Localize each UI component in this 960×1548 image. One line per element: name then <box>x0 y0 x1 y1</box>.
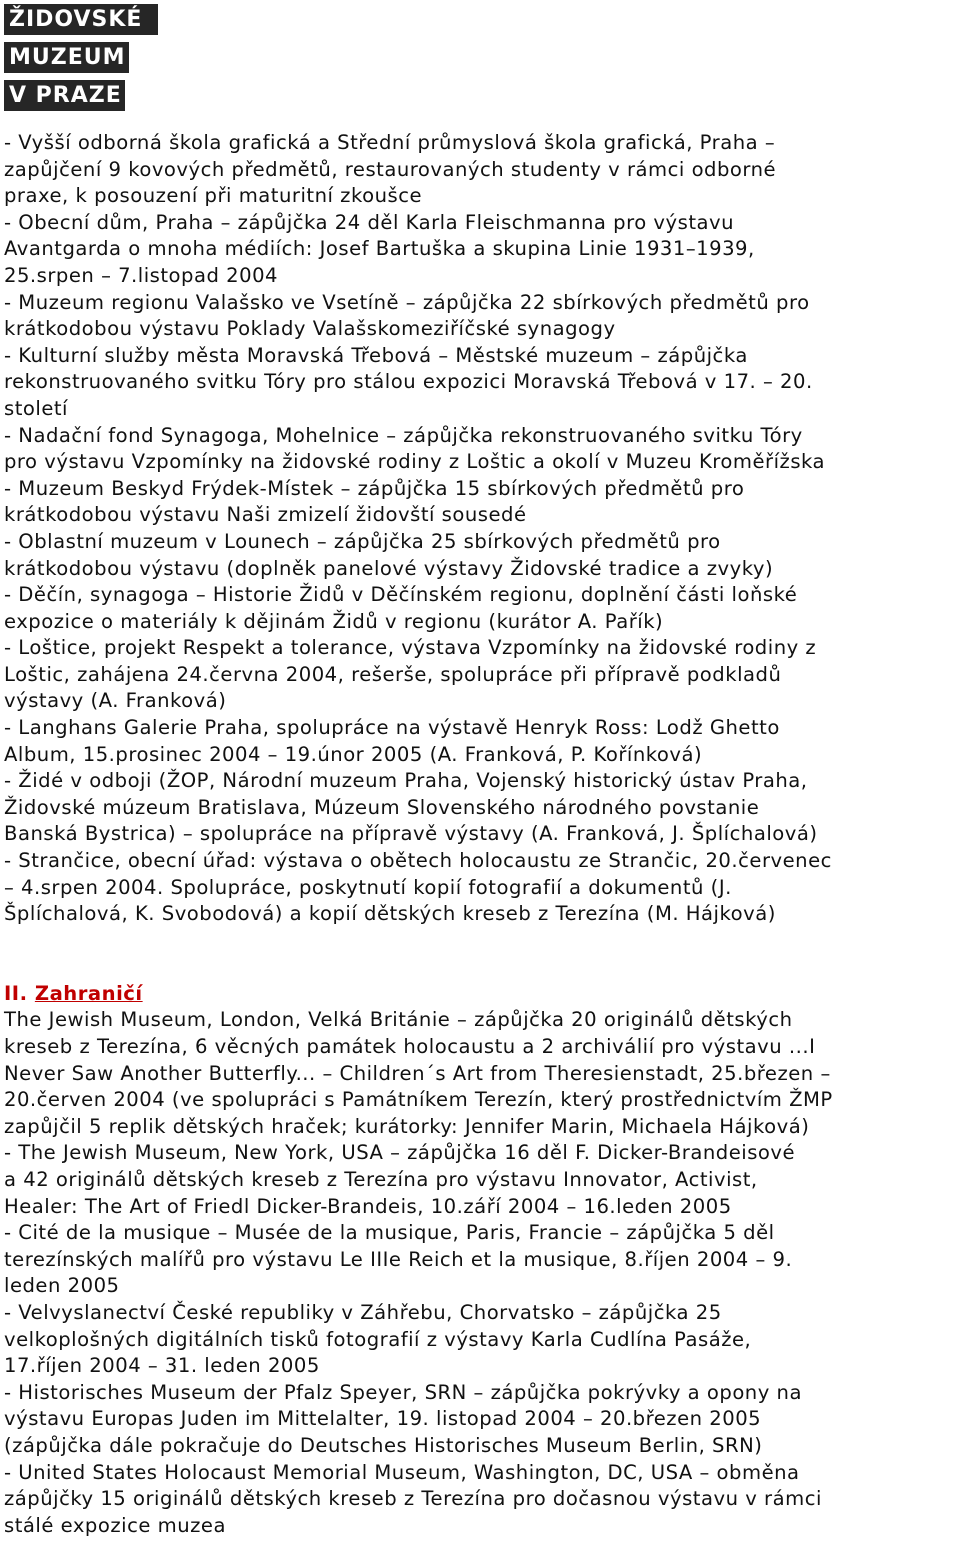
text-line: - Kulturní služby města Moravská Třebová – Městské muzeum – zápůjčka <box>4 343 748 367</box>
section-title: Zahraničí <box>34 981 143 1005</box>
text-line: výstavu Europas Juden im Mittelalter, 19. listopad 2004 – 20.březen 2005 <box>4 1407 762 1431</box>
text-line: zapůjčení 9 kovových předmětů, restaurovaných studenty v rámci odborné <box>4 157 777 181</box>
text-line: Loštic, zahájena 24.června 2004, rešerše, spolupráce při přípravě podkladů <box>4 662 782 686</box>
text-line: - Vyšší odborná škola grafická a Střední průmyslová škola grafická, Praha – <box>4 131 776 154</box>
text-line: - Velvyslanectví České republiky v Záhřebu, Chorvatsko – zápůjčka 25 <box>4 1300 722 1324</box>
text-line: – 4.srpen 2004. Spolupráce, poskytnutí kopií fotografií a dokumentů (J. <box>4 875 732 899</box>
section-gap <box>4 928 956 981</box>
text-line: výstavy (A. Franková) <box>4 689 227 713</box>
text-line: Healer: The Art of Friedl Dicker-Brandeis, 10.září 2004 – 16.leden 2005 <box>4 1194 732 1218</box>
text-line: - Židé v odboji (ŽOP, Národní muzeum Praha, Vojenský historický ústav Praha, <box>4 769 808 793</box>
text-line: Avantgarda o mnoha médiích: Josef Bartuška a skupina Linie 1931–1939, <box>4 237 755 261</box>
text-line: 20.červen 2004 (ve spolupráci s Památníkem Terezín, který prostřednictvím ŽMP <box>4 1088 833 1112</box>
text-line: 17.říjen 2004 – 31. leden 2005 <box>4 1354 320 1378</box>
text-line: krátkodobou výstavu Poklady Valašskomeziříčské synagogy <box>4 317 616 341</box>
text-line: krátkodobou výstavu (doplněk panelové výstavy Židovské tradice a zvyky) <box>4 556 774 580</box>
foreign-loans-list <box>4 1007 956 1539</box>
text-line: praxe, k posouzení při maturitní zkoušce <box>4 184 423 208</box>
text-line: rekonstruovaného svitku Tóry pro stálou expozici Moravská Třebová v 17. – 20. <box>4 370 813 394</box>
museum-logo <box>4 4 158 111</box>
text-line: The Jewish Museum, London, Velká Británie – zápůjčka 20 originálů dětských <box>4 1008 793 1032</box>
text-line: pro výstavu Vzpomínky na židovské rodiny z Loštic a okolí v Muzeu Kroměřížska <box>4 450 826 474</box>
text-line: - Děčín, synagoga – Historie Židů v Děčínském regionu, doplnění části loňské <box>4 583 798 607</box>
text-line: - Historisches Museum der Pfalz Speyer, SRN – zápůjčka pokrývky a opony na <box>4 1380 802 1404</box>
text-line: stálé expozice muzea <box>4 1513 226 1537</box>
section-number: II. <box>4 981 28 1005</box>
document-body <box>4 130 956 1539</box>
domestic-loans-list <box>4 130 956 928</box>
text-line: kreseb z Terezína, 6 věcných památek holocaustu a 2 archiválií pro výstavu ...I <box>4 1035 816 1058</box>
text-line: Banská Bystrica) – spolupráce na přípravě výstavy (A. Franková, J. Šplíchalová) <box>4 822 818 846</box>
text-line: Židovské múzeum Bratislava, Múzeum Slovenského národného povstanie <box>4 795 760 819</box>
text-line: - Obecní dům, Praha – zápůjčka 24 děl Karla Fleischmanna pro výstavu <box>4 210 735 234</box>
logo-line-3: V PRAZE <box>4 80 125 111</box>
text-line: zápůjčky 15 originálů dětských kreseb z Terezína pro dočasnou výstavu v rámci <box>4 1487 822 1511</box>
text-line: století <box>4 396 69 420</box>
text-line: Šplíchalová, K. Svobodová) a kopií dětských kreseb z Terezína (M. Hájková) <box>4 902 776 926</box>
text-line: - Loštice, projekt Respekt a tolerance, výstava Vzpomínky na židovské rodiny z <box>4 636 817 660</box>
text-line: Album, 15.prosinec 2004 – 19.únor 2005 (A. Franková, P. Kořínková) <box>4 742 703 766</box>
text-line: expozice o materiály k dějinám Židů v regionu (kurátor A. Pařík) <box>4 609 664 633</box>
text-line: - Nadační fond Synagoga, Mohelnice – zápůjčka rekonstruovaného svitku Tóry <box>4 423 803 447</box>
text-line: zapůjčil 5 replik dětských hraček; kurátorky: Jennifer Marin, Michaela Hájková) <box>4 1114 810 1138</box>
text-line: terezínských malířů pro výstavu Le IIIe Reich et la musique, 8.říjen 2004 – 9. <box>4 1247 793 1271</box>
logo-line-2: MUZEUM <box>4 42 129 73</box>
text-line: leden 2005 <box>4 1274 120 1298</box>
text-line: - Cité de la musique – Musée de la musique, Paris, Francie – zápůjčka 5 děl <box>4 1221 775 1245</box>
text-line: - Oblastní muzeum v Lounech – zápůjčka 25 sbírkových předmětů pro <box>4 529 721 553</box>
text-line: - United States Holocaust Memorial Museum, Washington, DC, USA – obměna <box>4 1460 800 1484</box>
text-line: krátkodobou výstavu Naši zmizelí židovští sousedé <box>4 503 527 527</box>
text-line: Never Saw Another Butterfly... – Children´s Art from Theresienstadt, 25.březen – <box>4 1061 831 1085</box>
logo-line-1: ŽIDOVSKÉ <box>4 4 158 35</box>
text-line: velkoplošných digitálních tisků fotografií z výstavy Karla Cudlína Pasáže, <box>4 1327 752 1351</box>
text-line: - Strančice, obecní úřad: výstava o obětech holocaustu ze Strančic, 20.červenec <box>4 849 832 873</box>
text-line: - Langhans Galerie Praha, spolupráce na výstavě Henryk Ross: Lodž Ghetto <box>4 716 780 740</box>
text-line: - Muzeum regionu Valašsko ve Vsetíně – zápůjčka 22 sbírkových předmětů pro <box>4 290 810 314</box>
text-line: a 42 originálů dětských kreseb z Terezína pro výstavu Innovator, Activist, <box>4 1167 758 1191</box>
section-heading <box>4 981 956 1008</box>
text-line: - Muzeum Beskyd Frýdek-Místek – zápůjčka 15 sbírkových předmětů pro <box>4 476 745 500</box>
text-line: - The Jewish Museum, New York, USA – zápůjčka 16 děl F. Dicker-Brandeisové <box>4 1141 796 1165</box>
text-line: (zápůjčka dále pokračuje do Deutsches Historisches Museum Berlin, SRN) <box>4 1433 763 1457</box>
text-line: 25.srpen – 7.listopad 2004 <box>4 263 279 287</box>
